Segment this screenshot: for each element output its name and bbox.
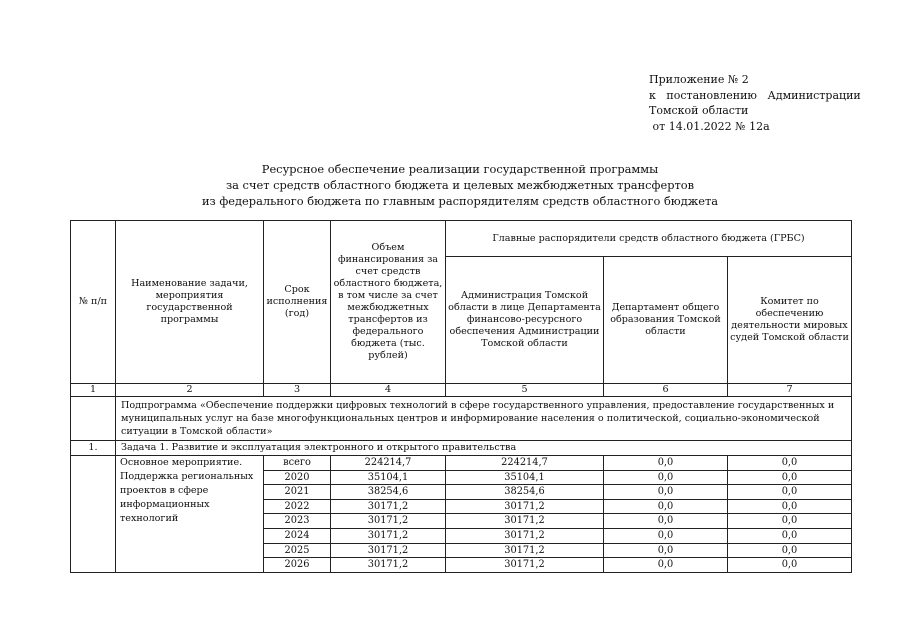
row-education: 0,0 (604, 528, 728, 543)
task-num: 1. (71, 441, 116, 456)
header-grbs-education: Департамент общего образования Томской области (604, 257, 728, 384)
row-total: 30171,2 (331, 528, 446, 543)
row-year: 2021 (264, 485, 331, 500)
column-number: 4 (331, 384, 446, 397)
header-name: Наименование задачи, мероприятия государственной программы (116, 221, 264, 384)
row-courts: 0,0 (728, 499, 852, 514)
event-name: Основное мероприятие. Поддержка региональных проектов в сфере информационных технологий (116, 456, 264, 573)
row-total: 30171,2 (331, 514, 446, 529)
subprogram-row (71, 397, 852, 441)
row-courts: 0,0 (728, 543, 852, 558)
row-education: 0,0 (604, 514, 728, 529)
appendix-line: от 14.01.2022 № 12а (649, 119, 770, 133)
resource-table (70, 220, 852, 573)
row-year: 2022 (264, 499, 331, 514)
row-admin: 224214,7 (446, 456, 604, 471)
task-row (71, 441, 852, 456)
header-volume: Объем финансирования за счет средств областного бюджета, в том числе за счет межбюджетных трансфертов из федерального бюджета (тыс. рублей) (331, 221, 446, 384)
column-number: 6 (604, 384, 728, 397)
row-courts: 0,0 (728, 485, 852, 500)
row-courts: 0,0 (728, 528, 852, 543)
row-courts: 0,0 (728, 558, 852, 573)
row-education: 0,0 (604, 558, 728, 573)
row-education: 0,0 (604, 456, 728, 471)
header-num: № п/п (71, 221, 116, 384)
task-text: Задача 1. Развитие и эксплуатация электронного и открытого правительства (116, 441, 852, 456)
row-total: 224214,7 (331, 456, 446, 471)
subprogram-num-cell (71, 397, 116, 441)
row-courts: 0,0 (728, 514, 852, 529)
title-line: за счет средств областного бюджета и целевых межбюджетных трансфертов (225, 177, 695, 192)
header-grbs: Главные распорядители средств областного бюджета (ГРБС) (446, 221, 852, 257)
appendix-line: Томской области (649, 104, 749, 117)
row-total: 30171,2 (331, 543, 446, 558)
title-line: из федерального бюджета по главным распорядителям средств областного бюджета (201, 193, 719, 208)
column-number: 3 (264, 384, 331, 397)
appendix-block (649, 72, 861, 134)
row-total: 38254,6 (331, 485, 446, 500)
table-row (71, 456, 852, 471)
row-total: 30171,2 (331, 558, 446, 573)
row-courts: 0,0 (728, 470, 852, 485)
title-line: Ресурсное обеспечение реализации государственной программы (261, 162, 659, 176)
column-number: 2 (116, 384, 264, 397)
column-number: 1 (71, 384, 116, 397)
row-courts: 0,0 (728, 456, 852, 471)
row-education: 0,0 (604, 499, 728, 514)
row-education: 0,0 (604, 485, 728, 500)
row-admin: 30171,2 (446, 499, 604, 514)
subprogram-text: Подпрограмма «Обеспечение поддержки цифровых технологий в сфере государственного управления, предоставление государственных и муниципальных услуг на базе многофункциональных центров и информирование населения о политической, социально-экономической ситуации в Томской области» (116, 397, 852, 441)
column-number: 5 (446, 384, 604, 397)
header-term: Срок исполнения (год) (264, 221, 331, 384)
document-title (60, 162, 860, 209)
row-total: 30171,2 (331, 499, 446, 514)
row-year: 2026 (264, 558, 331, 573)
row-year: 2024 (264, 528, 331, 543)
row-admin: 38254,6 (446, 485, 604, 500)
row-admin: 30171,2 (446, 514, 604, 529)
row-year: 2025 (264, 543, 331, 558)
row-education: 0,0 (604, 543, 728, 558)
row-year: 2023 (264, 514, 331, 529)
row-total: 35104,1 (331, 470, 446, 485)
header-grbs-admin: Администрация Томской области в лице Департамента финансово-ресурсного обеспечения Администрации Томской области (446, 257, 604, 384)
row-year: 2020 (264, 470, 331, 485)
column-number-row (71, 384, 852, 397)
header-grbs-courts: Комитет по обеспечению деятельности мировых судей Томской области (728, 257, 852, 384)
row-admin: 30171,2 (446, 543, 604, 558)
row-education: 0,0 (604, 470, 728, 485)
row-year: всего (264, 456, 331, 471)
appendix-line: к постановлению Администрации (649, 88, 861, 102)
row-admin: 35104,1 (446, 470, 604, 485)
column-number: 7 (728, 384, 852, 397)
row-admin: 30171,2 (446, 558, 604, 573)
appendix-line: Приложение № 2 (649, 73, 749, 86)
row-admin: 30171,2 (446, 528, 604, 543)
event-num-cell (71, 456, 116, 573)
